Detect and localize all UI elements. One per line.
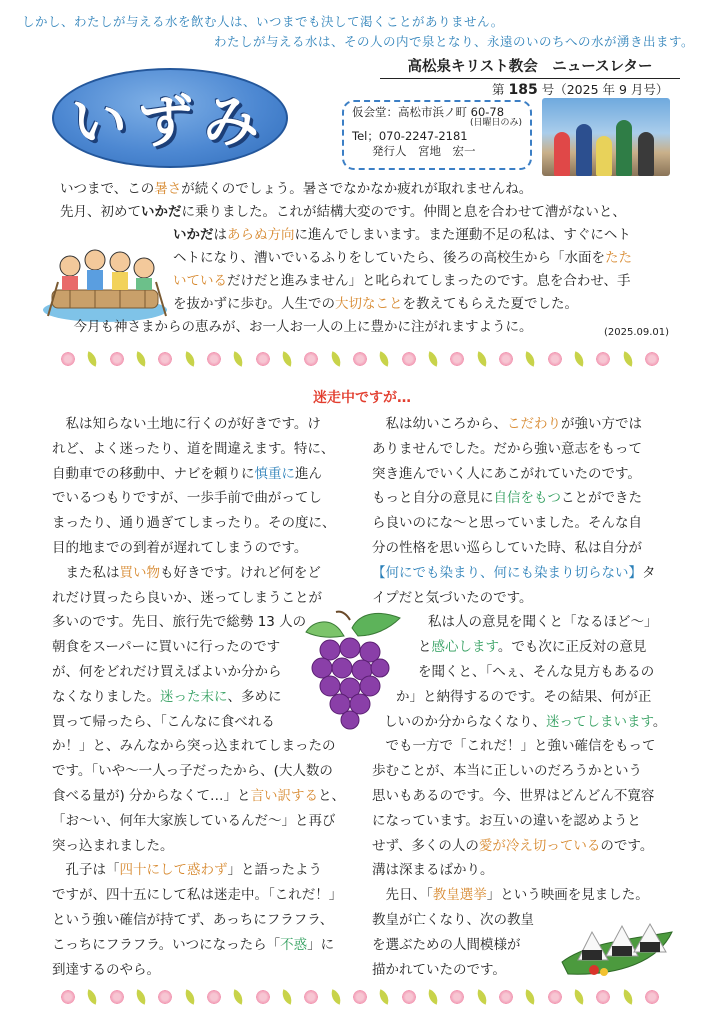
issue-number: 第 185 号（2025 年 9 月号） <box>492 82 669 98</box>
hours: (日曜日のみ) <box>469 118 522 128</box>
article-left-column: 私は知らない土地に行くのが好きです。け れど、よく迷ったり、道を間違えます。特に、 自動車での移動中、ナビを頼りに慎重に進ん でいるつもりですが、一歩手前で曲がってし まったり、通り過ぎてしまったり。その度に、 目的地までの到着が遅れてしまうのです。 また私は買い物も好きです。けれど何をど れだけ買ったら良いか、迷ってしまうことが 多いのです。先日、旅行先で総勢 13 人の 朝食をスーパーに買いに行ったのです が、何をどれだけ買えばよいか分から なくなりました。迷った末に、多めに 買って帰ったら、「こんなに食べれる か！」と、みんなから突っ込まれてしまったの です。「いや〜一人っ子だったから、(大人数の 食べる量が) 分からなくて…」と言い訳すると、 「お〜い、何年大家族しているんだ〜」と再び 突っ込まれました。 孔子は「四十にして惑わず」と語ったよう ですが、四十五にして私は迷走中。「これだ！」 という強い確信が持てず、あっちにフラフラ、 こっちにフラフラ。いつになったら「不惑」に 到達するのやら。 <box>52 416 346 978</box>
article-title: 迷走中ですが… <box>313 390 411 406</box>
intro-date: (2025.09.01) <box>604 327 670 338</box>
verse-line-2: わたしが与える水は、その人の内で泉となり、永遠のいのちへの水が湧き出ます。 <box>213 34 694 49</box>
grapes-illustration <box>300 610 410 730</box>
flower-border-top <box>60 348 660 370</box>
izumi-logo: いずみ <box>52 68 288 168</box>
group-photo <box>542 98 670 176</box>
onigiri-illustration <box>558 912 676 978</box>
intro-text: いつまで、この暑さが続くのでしょう。暑さでなかなか疲れが取れませんね。 先月、初めていかだに乗りました。これが結構大変のです。仲間と息を合わせて漕がないと、 いかだはあらぬ方向に進んでしまいます。また運動不足の私は、すぐにヘト ヘトになり、漕いでいるふりをしていたら、後ろの高校生から「水面をたた いているだけだと進みません」と叱られてしまったのです。息を合わせ、手 を抜かずに歩む。人生での大切なことを教えてもらえた夏でした。 今月も神さまからの恵みが、お一人お一人の上に豊かに注がれますように。 <box>60 181 632 335</box>
publisher: 発行人 宮地 宏一 <box>372 144 476 158</box>
phone: Tel；070-2247-2181 <box>352 129 468 143</box>
newsletter-org: 高松泉キリスト教会 ニュースレター <box>380 55 680 79</box>
church-info-box <box>342 100 532 170</box>
flower-border-bottom <box>60 986 660 1008</box>
address: 仮会堂：高松市浜ノ町 60-78 <box>352 105 505 119</box>
verse-line-1: しかし、わたしが与える水を飲む人は、いつまでも決して渇くことがありません。 <box>22 14 504 29</box>
article-right-column: 私は幼いころから、こだわりが強い方では ありませんでした。だから強い意志をもって 突き進んでいく人にあこがれていたのです。 もっと自分の意見に自信をもつことができた ら良いのにな〜と思っていました。そんな自 分の性格を思い巡らしていた時、私は自分が 【何にでも染まり、何にも染まり切らない】タ イプだと気づいたのです。 私は人の意見を聞くと「なるほど〜」 と感心します。でも次に正反対の意見 を聞くと、「へぇ、そんな見方もあるの か」と納得するのです。その結果、何が正 しいのか分からなくなり、迷ってしまいます。 でも一方で「これだ！」と強い確信をもって 歩むことが、本当に正しいのだろうかという 思いもあるのです。今、世界はどんどん不寛容 になっています。お互いの違いを認めようと せず、多くの人の愛が冷え切っているのです。 溝は深まるばかり。 先日、「教皇選挙」という映画を見ました。 教皇が亡くなり、次の教皇 を選ぶための人間模様が 描かれていたのです。 <box>372 416 667 978</box>
